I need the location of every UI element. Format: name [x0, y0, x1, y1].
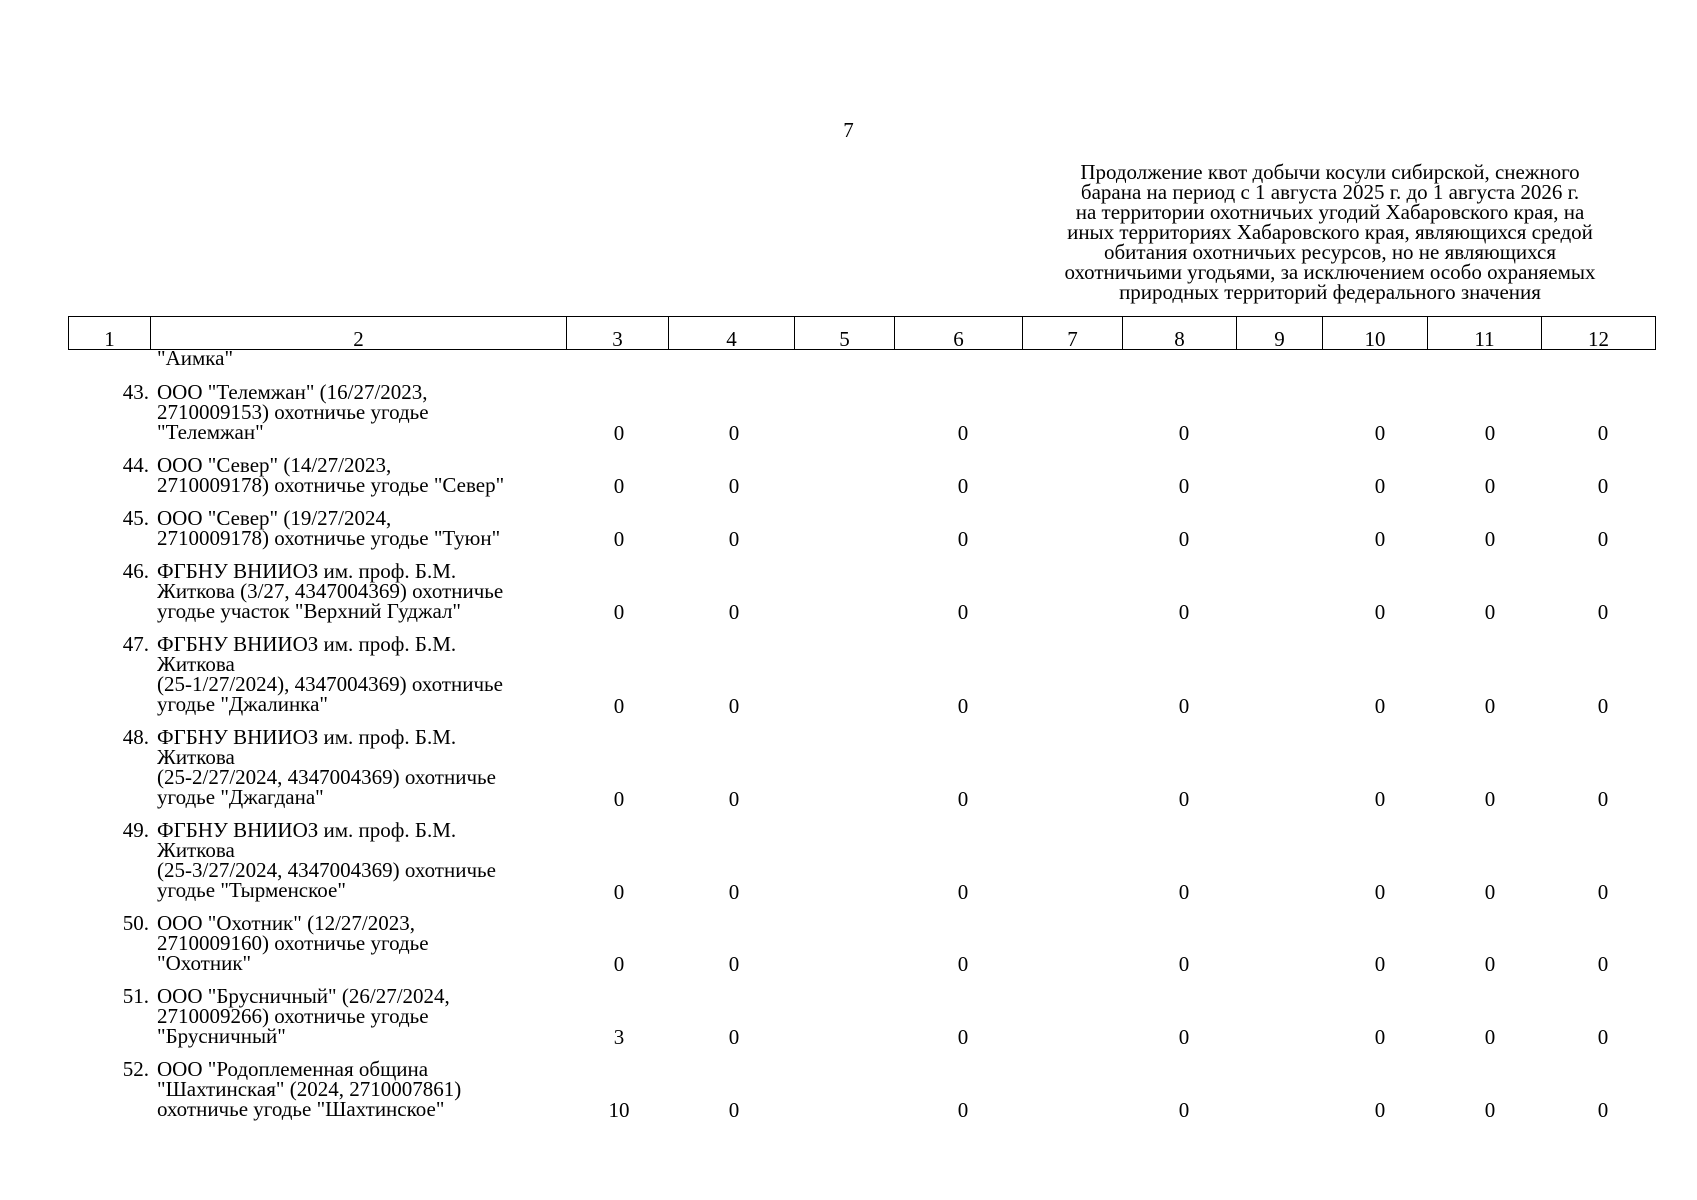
quota-value: 0 [1374, 952, 1386, 976]
quota-value: 0 [957, 473, 969, 498]
row-number: 50. [122, 911, 149, 935]
hunting-ground-name: ООО "Брусничный" (26/27/2024, 2710009266) охотничье угодье "Брусничный" [157, 984, 450, 1048]
quota-value: 0 [1374, 693, 1386, 718]
quota-value: 0 [1374, 600, 1386, 624]
quota-value: 0 [728, 473, 740, 498]
quota-value: 0 [957, 421, 969, 445]
column-header: 1 [69, 317, 151, 350]
quota-value: 0 [1597, 421, 1609, 445]
quota-value: 0 [1484, 1098, 1496, 1122]
title-line: на территории охотничьих угодий Хабаровского края, на [1075, 200, 1585, 224]
column-header: 2 [151, 317, 567, 350]
row-number: 45. [122, 506, 149, 530]
quota-value: 0 [613, 526, 625, 551]
column-header: 8 [1123, 317, 1237, 350]
row-number: 52. [122, 1057, 149, 1081]
hunting-ground-name: ФГБНУ ВНИИОЗ им. проф. Б.М. Житкова (25-1/27/2024), 4347004369) охотничье угодье "Джалинка" [157, 632, 503, 716]
quota-value: 0 [1374, 786, 1386, 811]
page-number: 7 [843, 118, 854, 142]
hunting-ground-name: ФГБНУ ВНИИОЗ им. проф. Б.М. Житкова (3/27, 4347004369) охотничье угодье участок "Верхний Гуджал" [157, 559, 504, 623]
quota-value: 0 [613, 600, 625, 624]
carry-over-text: "Аимка" [157, 346, 234, 370]
quota-value: 0 [1178, 526, 1190, 551]
row-number: 49. [122, 818, 149, 842]
quota-value: 0 [1484, 526, 1496, 551]
quota-value: 3 [613, 1025, 625, 1049]
quota-value: 0 [1597, 786, 1609, 811]
quota-value: 0 [1484, 952, 1496, 976]
quota-value: 0 [728, 600, 740, 624]
title-line: обитания охотничьих ресурсов, но не являющихся [1103, 240, 1557, 264]
quota-value: 0 [1597, 879, 1609, 904]
hunting-ground-name: ООО "Родоплеменная община "Шахтинская" (2024, 2710007861) охотничье угодье "Шахтинское" [157, 1057, 462, 1121]
quota-value: 0 [1178, 421, 1190, 445]
title-line: природных территорий федерального значения [1119, 280, 1541, 304]
quota-value: 0 [613, 879, 625, 904]
title-line: барана на период с 1 августа 2025 г. до 1 августа 2026 г. [1080, 180, 1580, 204]
title-line: Продолжение квот добычи косули сибирской, снежного [1080, 160, 1580, 184]
quota-value: 0 [1374, 526, 1386, 551]
quota-value: 0 [1597, 526, 1609, 551]
column-header: 4 [669, 317, 795, 350]
quota-value: 0 [1484, 693, 1496, 718]
column-header-table [68, 316, 1656, 350]
hunting-ground-name: ООО "Север" (19/27/2024, 2710009178) охотничье угодье "Туюн" [157, 506, 501, 550]
quota-value: 0 [1178, 1098, 1190, 1122]
row-number: 43. [122, 380, 149, 404]
quota-value: 0 [1374, 1025, 1386, 1049]
quota-value: 0 [1597, 693, 1609, 718]
quota-value: 0 [1484, 1025, 1496, 1049]
quota-value: 0 [1374, 1098, 1386, 1122]
column-header: 7 [1023, 317, 1123, 350]
quota-value: 0 [957, 1025, 969, 1049]
column-header: 10 [1323, 317, 1428, 350]
column-header: 12 [1542, 317, 1656, 350]
quota-value: 0 [1597, 600, 1609, 624]
quota-value: 0 [1178, 952, 1190, 976]
quota-value: 0 [1178, 693, 1190, 718]
column-header: 3 [567, 317, 669, 350]
quota-value: 0 [1178, 473, 1190, 498]
hunting-ground-name: ФГБНУ ВНИИОЗ им. проф. Б.М. Житкова (25-2/27/2024, 4347004369) охотничье угодье "Джагдана" [157, 725, 496, 809]
quota-value: 0 [613, 952, 625, 976]
quota-value: 0 [728, 1098, 740, 1122]
column-header: 11 [1428, 317, 1542, 350]
row-number: 48. [122, 725, 149, 749]
quota-value: 0 [728, 693, 740, 718]
quota-value: 0 [728, 1025, 740, 1049]
quota-value: 0 [728, 421, 740, 445]
quota-value: 0 [728, 952, 740, 976]
quota-value: 0 [1484, 879, 1496, 904]
quota-value: 0 [613, 421, 625, 445]
quota-value: 0 [957, 526, 969, 551]
quota-value: 0 [957, 879, 969, 904]
row-number: 51. [122, 984, 149, 1008]
quota-value: 0 [957, 600, 969, 624]
quota-value: 0 [957, 1098, 969, 1122]
hunting-ground-name: ООО "Север" (14/27/2023, 2710009178) охотничье угодье "Север" [157, 453, 505, 497]
quota-value: 0 [728, 879, 740, 904]
quota-value: 0 [1484, 600, 1496, 624]
column-header: 9 [1237, 317, 1323, 350]
quota-value: 0 [1374, 473, 1386, 498]
quota-value: 0 [728, 526, 740, 551]
quota-value: 0 [957, 786, 969, 811]
hunting-ground-name: ФГБНУ ВНИИОЗ им. проф. Б.М. Житкова (25-3/27/2024, 4347004369) охотничье угодье "Тырменское" [157, 818, 496, 902]
column-header: 5 [795, 317, 895, 350]
row-number: 44. [122, 453, 149, 477]
quota-value: 0 [1484, 473, 1496, 498]
quota-value: 0 [728, 786, 740, 811]
hunting-ground-name: ООО "Телемжан" (16/27/2023, 2710009153) охотничье угодье "Телемжан" [157, 380, 429, 444]
quota-value: 0 [1178, 600, 1190, 624]
quota-value: 0 [1484, 421, 1496, 445]
quota-value: 0 [1597, 952, 1609, 976]
title-line: охотничьими угодьями, за исключением особо охраняемых [1064, 260, 1596, 284]
quota-value: 0 [1178, 786, 1190, 811]
quota-value: 0 [1374, 879, 1386, 904]
title-line: иных территориях Хабаровского края, являющихся средой [1067, 220, 1593, 244]
quota-value: 0 [1484, 786, 1496, 811]
quota-value: 0 [1178, 1025, 1190, 1049]
quota-value: 0 [613, 786, 625, 811]
quota-value: 0 [613, 693, 625, 718]
quota-value: 0 [957, 952, 969, 976]
document-title [1000, 162, 1660, 302]
row-number: 46. [122, 559, 149, 583]
column-header: 6 [895, 317, 1023, 350]
hunting-ground-name: ООО "Охотник" (12/27/2023, 2710009160) охотничье угодье "Охотник" [157, 911, 429, 975]
quota-value: 10 [608, 1098, 630, 1122]
row-number: 47. [122, 632, 149, 656]
quota-value: 0 [1597, 473, 1609, 498]
quota-value: 0 [1374, 421, 1386, 445]
quota-value: 0 [1597, 1098, 1609, 1122]
quota-value: 0 [613, 473, 625, 498]
quota-value: 0 [1178, 879, 1190, 904]
quota-value: 0 [1597, 1025, 1609, 1049]
quota-value: 0 [957, 693, 969, 718]
